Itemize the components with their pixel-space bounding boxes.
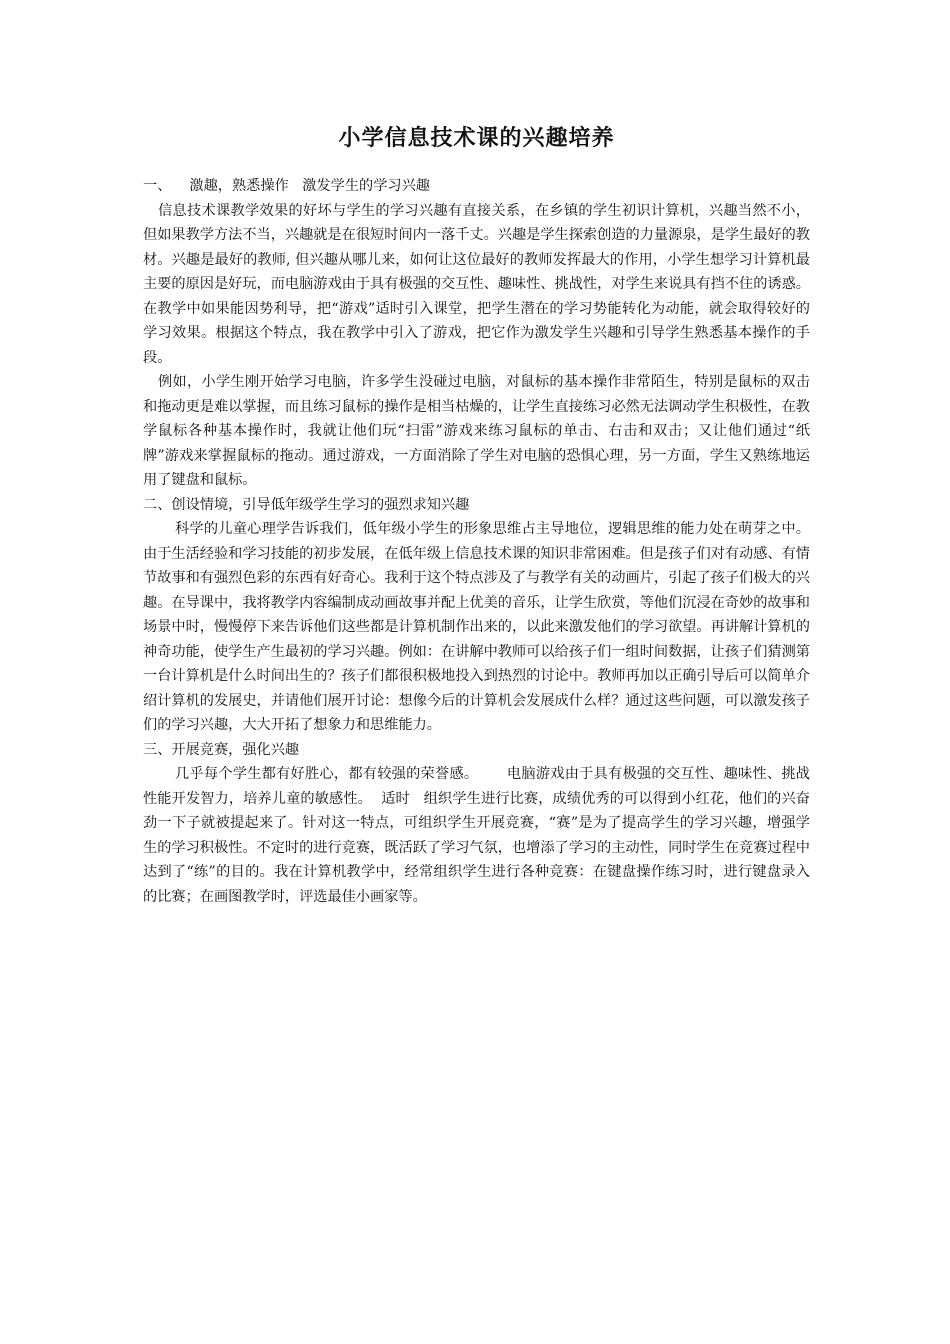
body-paragraph: 例如，小学生刚开始学习电脑，许多学生没碰过电脑，对鼠标的基本操作非常陌生，特别是鼠标的双击和拖动更是难以掌握，而且练习鼠标的操作是相当枯燥的，让学生直接练习必然无法调动学生积极性，在教学鼠标各种基本操作时，我就让他们玩“扫雷”游戏来练习鼠标的单击、右击和双击；又让他们通过“纸牌”游戏来掌握鼠标的拖动。通过游戏，一方面消除了学生对电脑的恐惧心理，另一方面，学生又熟练地运用了键盘和鼠标。 [143,374,810,488]
document-title: 小学信息技术课的兴趣培养 [338,125,615,151]
body-paragraph: 信息技术课教学效果的好坏与学生的学习兴趣有直接关系，在乡镇的学生初识计算机，兴趣当然不小，但如果教学方法不当，兴趣就是在很短时间内一落千丈。兴趣是学生探索创造的力量源泉，是学生最好的教材。兴趣是最好的教师, 但兴趣从哪儿来，如何让这位最好的教师发挥最大的作用，小学生想学习计算机最主要的原因是好玩，而电脑游戏由于具有极强的交互性、趣味性、挑战性，对学生来说具有挡不住的诱惑。在教学中如果能因势利导，把“游戏”适时引入课堂，把学生潜在的学习势能转化为动能，就会取得较好的学习效果。根据这个特点，我在教学中引入了游戏，把它作为激发学生兴趣和引导学生熟悉基本操作的手段。 [143,202,810,366]
section-2 [143,493,810,738]
section-heading: 三、开展竞赛，强化兴趣 [143,741,300,758]
document-page [143,118,810,909]
section-3 [143,738,810,910]
body-paragraph: 几乎每个学生都有好胜心，都有较强的荣誉感。 电脑游戏由于具有极强的交互性、趣味性、挑战性能开发智力，培养儿童的敏感性。 适时 组织学生进行比赛，成绩优秀的可以得到小红花，他们的兴奋劲一下子就被提起来了。针对这一特点，可组织学生开展竞赛，“赛”是为了提高学生的学习兴趣，增强学生的学习积极性。不定时的进行竞赛，既活跃了学习气氛，也增添了学习的主动性，同时学生在竞赛过程中达到了“练”的目的。我在计算机教学中，经常组织学生进行各种竞赛：在键盘操作练习时，进行键盘录入的比赛；在画图教学时，评选最佳小画家等。 [143,766,810,905]
section-1 [143,174,810,493]
body-paragraph: 科学的儿童心理学告诉我们，低年级小学生的形象思维占主导地位，逻辑思维的能力处在萌芽之中。由于生活经验和学习技能的初步发展，在低年级上信息技术课的知识非常困难。但是孩子们对有动感、有情节故事和有强烈色彩的东西有好奇心。我利于这个特点涉及了与教学有关的动画片，引起了孩子们极大的兴趣。在导课中，我将教学内容编制成动画故事并配上优美的音乐，让学生欣赏，等他们沉浸在奇妙的故事和场景中时，慢慢停下来告诉他们这些都是计算机制作出来的，以此来激发他们的学习欲望。再讲解计算机的神奇功能，使学生产生最初的学习兴趣。例如：在讲解中教师可以给孩子们一组时间数据，让孩子们猜测第一台计算机是什么时间出生的？孩子们都很积极地投入到热烈的讨论中。教师再加以正确引导后可以简单介绍计算机的发展史，并请他们展开讨论：想像今后的计算机会发展成什么样？通过这些问题，可以激发孩子们的学习兴趣，大大开拓了想象力和思维能力。 [143,521,810,733]
section-heading: 一、 激趣，熟悉操作 激发学生的学习兴趣 [143,178,430,194]
section-heading: 二、创设情境，引导低年级学生学习的强烈求知兴趣 [143,496,470,513]
